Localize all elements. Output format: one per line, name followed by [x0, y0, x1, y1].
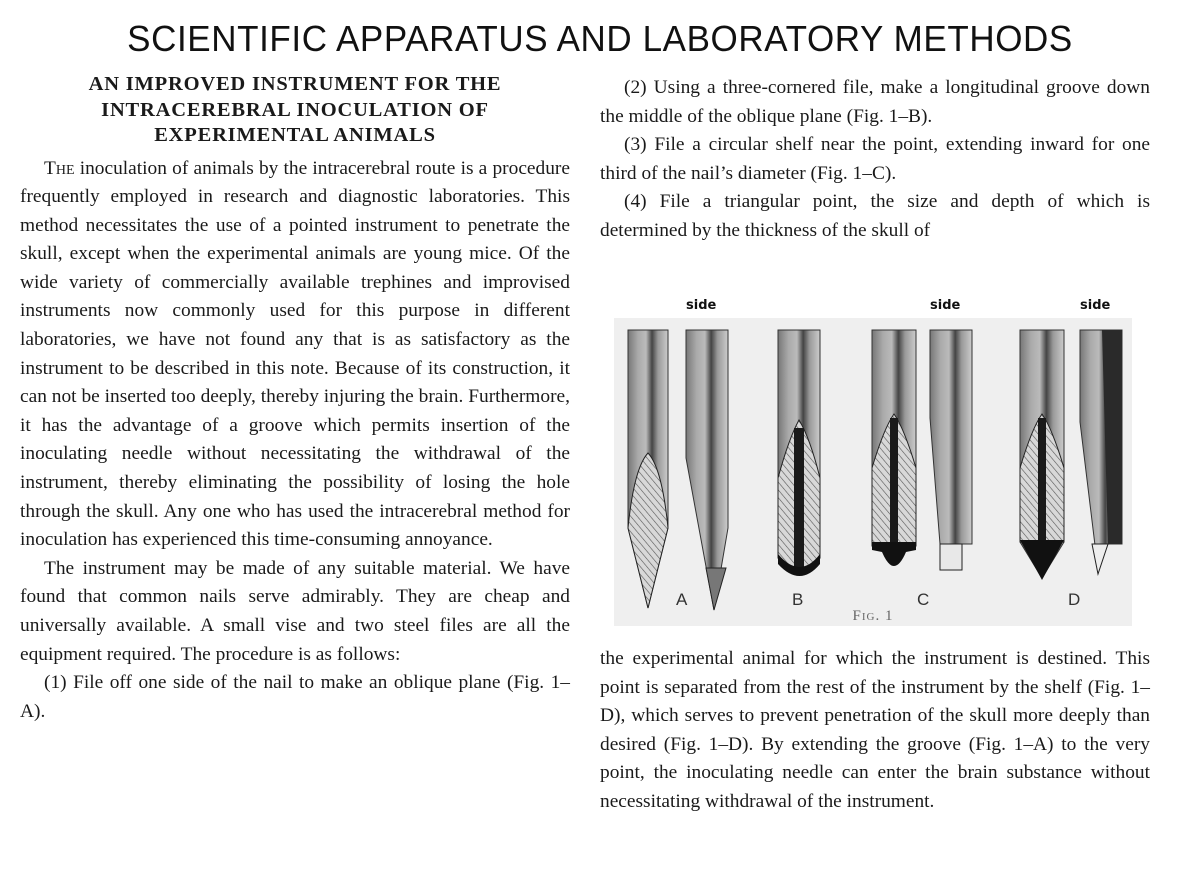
- procedure-step-1: (1) File off one side of the nail to make an oblique plane (Fig. 1–A).: [20, 672, 570, 722]
- panel-label-a: A: [676, 590, 688, 609]
- figure-1: [614, 296, 1134, 630]
- nail-c-side: [930, 330, 972, 570]
- paragraph-materials: The instrument may be made of any suitable material. We have found that common nails serve admirably. They are cheap and universally available. A small vise and two steel files are all the equipment required. The procedure is as follows:: [20, 557, 570, 665]
- procedure-step-2: (2) Using a three-cornered file, make a longitudinal groove down the middle of the oblique plane (Fig. 1–B).: [600, 77, 1150, 127]
- nail-a-front: [628, 330, 668, 608]
- left-column: [20, 72, 570, 726]
- nail-d-front: [1020, 330, 1064, 580]
- right-column-bottom: [600, 645, 1150, 817]
- nail-b-front: [778, 330, 820, 576]
- procedure-step-4: (4) File a triangular point, the size and depth of which is determined by the thickness of the skull of: [600, 191, 1150, 241]
- right-column-top: [600, 74, 1150, 246]
- article-title-line: INTRACEREBRAL INOCULATION OF: [101, 98, 489, 121]
- paragraph-text: inoculation of animals by the intracerebral route is a procedure frequently employed in research and diagnostic laboratories. This method necessitates the use of a pointed instrument to penetrate the skull, except when the experimental animals are young mice. Of the wide variety of commercially available trephines and improvised instruments now commonly used for this purpose in different laboratories, we have not found any that is as satisfactory as the instrument to be described in this note. Because of its construction, it can not be inserted too deeply, thereby injuring the brain. Furthermore, it has the advantage of a groove which permits insertion of the inoculating needle without necessitating the withdrawal of the instrument, thereby eliminating the possibility of losing the hole through the skull. Any one who has used the intracerebral method for inoculation has experienced this time-consuming annoyance.: [20, 157, 570, 551]
- side-label-d: side: [1080, 298, 1111, 313]
- panel-label-d: D: [1068, 590, 1081, 609]
- panel-label-c: C: [917, 590, 930, 609]
- nail-d-side: [1080, 330, 1122, 574]
- nail-a-side: [686, 330, 728, 610]
- side-label-a: side: [686, 298, 717, 313]
- article-title: [20, 72, 570, 149]
- article-title-line: EXPERIMENTAL ANIMALS: [154, 124, 436, 146]
- section-title: SCIENTIFIC APPARATUS AND LABORATORY METHODS: [127, 19, 1073, 60]
- nail-c-front: [872, 330, 916, 566]
- nail-drawings-illustration: [614, 318, 1132, 618]
- side-label-c: side: [930, 298, 961, 313]
- lead-word: The: [44, 157, 75, 179]
- figure-caption: Fig. 1: [852, 608, 894, 624]
- article-title-line: AN IMPROVED INSTRUMENT FOR THE: [88, 73, 502, 95]
- procedure-step-3: (3) File a circular shelf near the point, extending inward for one third of the nail’s diameter (Fig. 1–C).: [600, 134, 1150, 184]
- paragraph-intro: [20, 155, 570, 555]
- procedure-step-4-continued: the experimental animal for which the instrument is destined. This point is separated from the rest of the instrument by the shelf (Fig. 1–D), which serves to prevent penetration of the skull more deeply than desired (Fig. 1–D). By extending the groove (Fig. 1–A) to the very point, the inoculating needle can enter the brain substance without necessitating withdrawal of the instrument.: [600, 648, 1150, 812]
- panel-label-b: B: [792, 590, 804, 609]
